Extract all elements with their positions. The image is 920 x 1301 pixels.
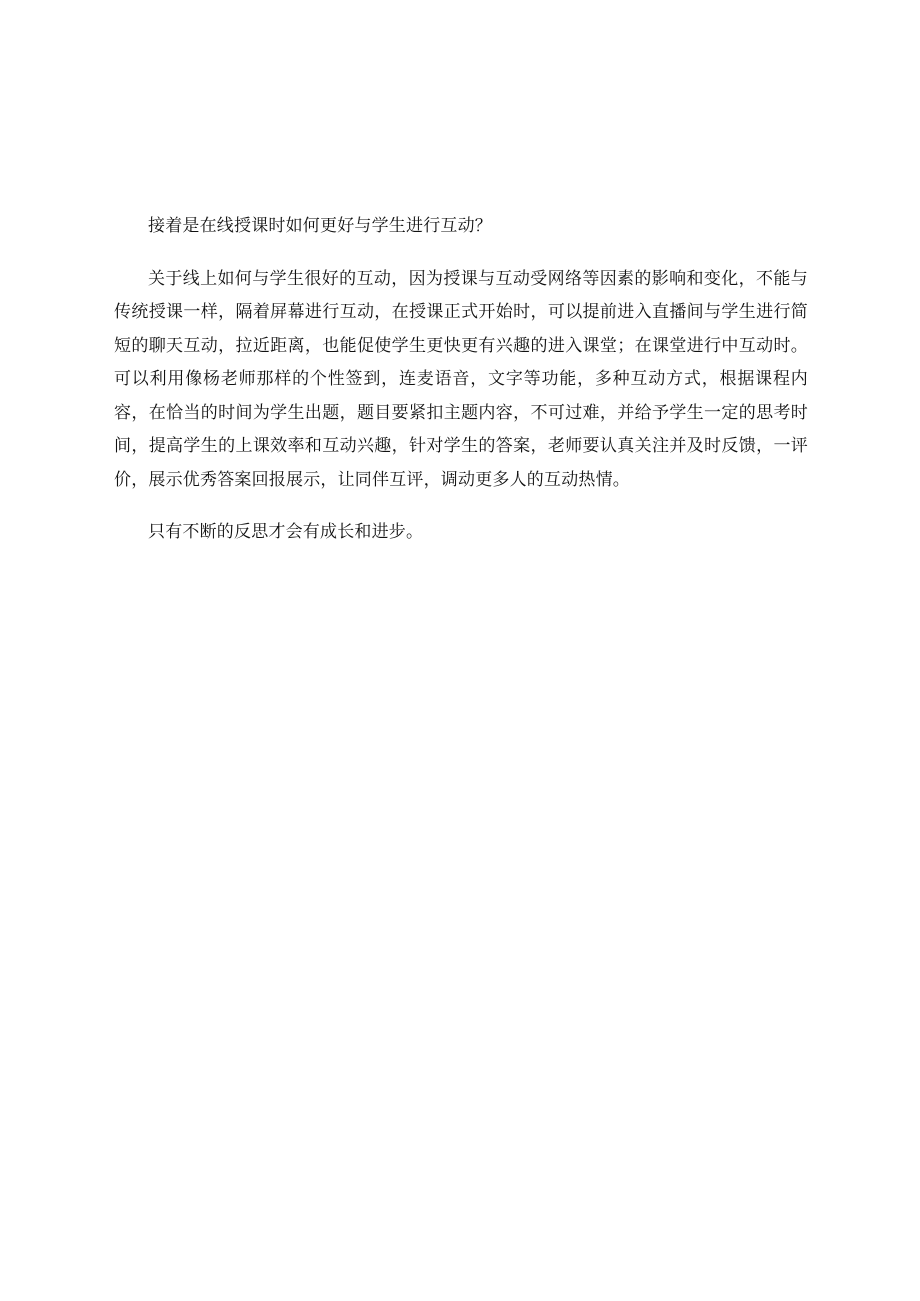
document-body — [114, 210, 808, 569]
paragraph-conclusion: 只有不断的反思才会有成长和进步。 — [148, 522, 424, 542]
paragraph-interaction-methods: 关于线上如何与学生很好的互动，因为授课与互动受网络等因素的影响和变化，不能与传统授课一样，隔着屏幕进行互动，在授课正式开始时，可以提前进入直播间与学生进行简短的聊天互动，拉近距离，也能促使学生更快更有兴趣的进入课堂；在课堂进行中互动时。可以利用像杨老师那样的个性签到，连麦语音，文字等功能，多种互动方式，根据课程内容，在恰当的时间为学生出题，题目要紧扣主题内容，不可过难，并给予学生一定的思考时间，提高学生的上课效率和互动兴趣，针对学生的答案，老师要认真关注并及时反馈，一评价，展示优秀答案回报展示，让同伴互评，调动更多人的互动热情。 — [114, 268, 808, 490]
paragraph-question: 接着是在线授课时如何更好与学生进行互动？ — [148, 216, 492, 236]
